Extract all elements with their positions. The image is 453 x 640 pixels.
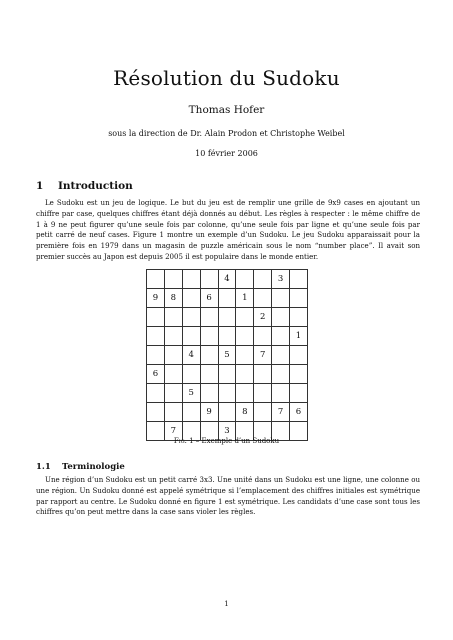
sudoku-cell: 7 — [272, 403, 290, 422]
sudoku-cell: 7 — [254, 346, 272, 365]
sudoku-cell — [236, 346, 254, 365]
sudoku-cell — [254, 289, 272, 308]
sudoku-cell — [147, 403, 165, 422]
sudoku-cell — [254, 365, 272, 384]
sudoku-cell — [218, 308, 236, 327]
sudoku-cell: 4 — [218, 270, 236, 289]
sudoku-cell: 2 — [254, 308, 272, 327]
sudoku-cell: 5 — [182, 384, 200, 403]
sudoku-cell — [272, 384, 290, 403]
sudoku-cell: 1 — [290, 327, 308, 346]
sudoku-cell — [200, 270, 218, 289]
sudoku-cell: 1 — [236, 289, 254, 308]
sudoku-cell — [290, 289, 308, 308]
sudoku-cell — [200, 308, 218, 327]
sudoku-cell — [164, 403, 182, 422]
subsection-heading-terminologie — [36, 462, 125, 472]
subsection-number: 1.1 — [36, 462, 51, 472]
sudoku-cell — [182, 289, 200, 308]
section-number: 1 — [36, 180, 44, 192]
sudoku-cell — [236, 270, 254, 289]
sudoku-cell — [236, 308, 254, 327]
section-heading-introduction — [36, 180, 133, 192]
sudoku-cell — [182, 308, 200, 327]
introduction-paragraph: Le Sudoku est un jeu de logique. Le but du jeu est de remplir une grille de 9x9 cases en ajoutant un chiffre par case, quelques chiffres étant déjà donnés au début. Les règles à respecter : le même chiffre de 1 à 9 ne peut figurer qu’une seule fois par colonne, qu’une seule fois par ligne et qu’une seule fois par petit carré de neuf cases. Figure 1 montre un exemple d’un Sudoku. Le jeu Sudoku apparaissait pour la première fois en 1979 dans un magasin de puzzle américain sous le nom “number place”. Il avait son premier succès au Japon est depuis 2005 il est populaire dans le monde entier. — [36, 198, 420, 261]
sudoku-cell — [200, 384, 218, 403]
document-title: Résolution du Sudoku — [113, 66, 340, 90]
sudoku-cell — [164, 270, 182, 289]
sudoku-cell — [254, 270, 272, 289]
sudoku-row — [147, 403, 308, 422]
sudoku-cell — [147, 384, 165, 403]
sudoku-cell — [182, 270, 200, 289]
sudoku-cell — [272, 289, 290, 308]
terminology-paragraph: Une région d’un Sudoku est un petit carré 3x3. Une unité dans un Sudoku est une ligne, une colonne ou une région. Un Sudoku donné est appelé symétrique si l’emplacement des chiffres initiales est symétrique par rapport au centre. Le Sudoku donné en figure 1 est symétrique. Les candidats d’une case sont tous les chiffres qu’on peut mettre dans la case sans violer les règles. — [36, 475, 420, 517]
sudoku-cell — [290, 270, 308, 289]
sudoku-cell: 3 — [218, 422, 236, 441]
sudoku-cell — [164, 327, 182, 346]
sudoku-cell — [147, 308, 165, 327]
sudoku-cell — [254, 403, 272, 422]
sudoku-cell — [290, 346, 308, 365]
sudoku-cell — [147, 327, 165, 346]
section-title: Introduction — [58, 180, 133, 192]
sudoku-cell — [182, 327, 200, 346]
subsection-title: Terminologie — [62, 462, 125, 472]
sudoku-cell — [147, 270, 165, 289]
sudoku-cell — [290, 384, 308, 403]
figure-caption — [0, 437, 453, 445]
sudoku-cell: 5 — [218, 346, 236, 365]
supervision-line: sous la direction de Dr. Alain Prodon et Christophe Weibel — [108, 129, 345, 138]
sudoku-cell — [182, 403, 200, 422]
sudoku-cell — [272, 308, 290, 327]
sudoku-cell — [147, 346, 165, 365]
sudoku-cell — [218, 384, 236, 403]
sudoku-cell — [218, 327, 236, 346]
sudoku-row — [147, 308, 308, 327]
author-name: Thomas Hofer — [188, 104, 265, 116]
sudoku-cell — [236, 365, 254, 384]
sudoku-cell: 8 — [236, 403, 254, 422]
sudoku-cell — [272, 346, 290, 365]
sudoku-cell — [272, 365, 290, 384]
sudoku-cell: 8 — [164, 289, 182, 308]
sudoku-cell — [164, 365, 182, 384]
figure-caption-text: – Exemple d’un Sudoku — [195, 437, 280, 445]
sudoku-cell — [164, 346, 182, 365]
sudoku-cell: 6 — [200, 289, 218, 308]
sudoku-cell: 4 — [182, 346, 200, 365]
document-date: 10 février 2006 — [195, 149, 258, 158]
sudoku-cell: 6 — [147, 365, 165, 384]
sudoku-cell — [200, 365, 218, 384]
sudoku-cell — [290, 308, 308, 327]
sudoku-grid — [146, 269, 308, 441]
figure-label: Fig. 1 — [173, 437, 194, 445]
sudoku-row — [147, 346, 308, 365]
page-number: 1 — [224, 600, 229, 608]
sudoku-cell: 6 — [290, 403, 308, 422]
sudoku-row — [147, 365, 308, 384]
sudoku-cell — [218, 289, 236, 308]
sudoku-cell — [218, 365, 236, 384]
sudoku-cell — [164, 308, 182, 327]
sudoku-cell — [218, 403, 236, 422]
sudoku-cell: 9 — [200, 403, 218, 422]
sudoku-cell — [200, 346, 218, 365]
sudoku-cell — [164, 384, 182, 403]
sudoku-cell — [254, 384, 272, 403]
sudoku-row — [147, 289, 308, 308]
sudoku-row — [147, 384, 308, 403]
sudoku-cell — [236, 327, 254, 346]
sudoku-cell — [290, 365, 308, 384]
sudoku-cell: 7 — [164, 422, 182, 441]
sudoku-cell — [254, 327, 272, 346]
sudoku-row — [147, 270, 308, 289]
sudoku-cell: 3 — [272, 270, 290, 289]
sudoku-cell — [200, 327, 218, 346]
sudoku-cell: 9 — [147, 289, 165, 308]
sudoku-cell — [182, 365, 200, 384]
sudoku-cell — [272, 327, 290, 346]
sudoku-cell — [236, 384, 254, 403]
sudoku-row — [147, 327, 308, 346]
